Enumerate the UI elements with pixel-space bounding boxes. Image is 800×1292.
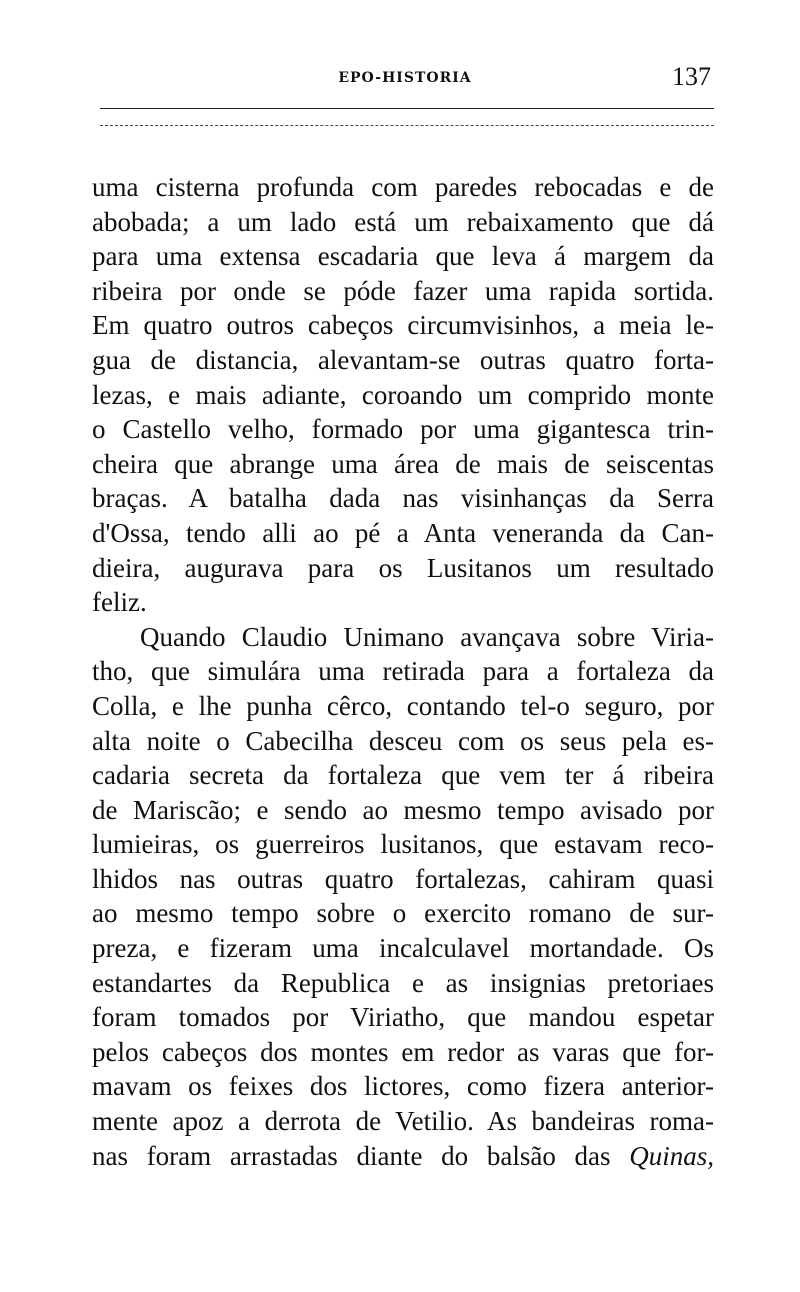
text-line-26: pelos cabeços dos montes em redor as varas que for- xyxy=(92,1036,714,1067)
text-line-14: Quando Claudio Unimano avançava sobre Viria- xyxy=(140,621,714,652)
page-number: 137 xyxy=(672,62,711,91)
page-header xyxy=(95,62,715,98)
text-line-25: foram tomados por Viriatho, que mandou espetar xyxy=(92,1002,714,1033)
text-line-8: o Castello velho, formado por uma gigantesca trin- xyxy=(92,414,714,445)
text-line-7: lezas, e mais adiante, coroando um comprido monte xyxy=(92,379,714,410)
body-text xyxy=(92,170,714,1173)
text-line-2: abobada; a um lado está um rebaixamento que dá xyxy=(92,206,714,237)
text-line-3: para uma extensa escadaria que leva á margem da xyxy=(92,241,714,272)
text-line-11: d'Ossa, tendo alli ao pé a Anta veneranda da Can- xyxy=(92,517,714,548)
text-line-17: alta noite o Cabecilha desceu com os seus pela es- xyxy=(92,725,714,756)
text-line-23: preza, e fizeram uma incalculavel mortandade. Os xyxy=(92,933,714,964)
text-line-16: Colla, e lhe punha cêrco, contando tel-o seguro, por xyxy=(92,690,714,721)
text-line-21: lhidos nas outras quatro fortalezas, cahiram quasi xyxy=(92,863,714,894)
text-line-20: lumieiras, os guerreiros lusitanos, que estavam reco- xyxy=(92,829,714,860)
text-line-19: de Mariscão; e sendo ao mesmo tempo avisado por xyxy=(92,794,714,825)
text-line-9: cheira que abrange uma área de mais de seiscentas xyxy=(92,448,714,479)
text-line-29 xyxy=(92,1139,714,1174)
final-line-italic: Quinas, xyxy=(629,1140,714,1171)
text-line-13: feliz. xyxy=(92,587,147,618)
text-line-6: gua de distancia, alevantam-se outras quatro forta- xyxy=(92,344,714,375)
text-line-10: braças. A batalha dada nas visinhanças da Serra xyxy=(92,483,714,514)
header-rule-top xyxy=(100,108,714,109)
text-line-22: ao mesmo tempo sobre o exercito romano de sur- xyxy=(92,898,714,929)
text-line-28: mente apoz a derrota de Vetilio. As bandeiras roma- xyxy=(92,1106,714,1137)
final-line-start: nas foram arrastadas diante do balsão das xyxy=(92,1140,611,1171)
text-line-24: estandartes da Republica e as insignias pretoriaes xyxy=(92,967,714,998)
text-line-1: uma cisterna profunda com paredes rebocadas e de xyxy=(92,172,714,202)
text-line-5: Em quatro outros cabeços circumvisinhos, a meia le- xyxy=(92,310,714,341)
text-line-12: dieira, augurava para os Lusitanos um resultado xyxy=(92,552,714,583)
header-rule-bottom xyxy=(100,125,714,126)
text-line-18: cadaria secreta da fortaleza que vem ter á ribeira xyxy=(92,760,714,791)
text-line-27: mavam os feixes dos lictores, como fizera anterior- xyxy=(92,1071,714,1102)
running-head: EPO-HISTORIA xyxy=(338,70,472,86)
text-line-15: tho, que simulára uma retirada para a fortaleza da xyxy=(92,656,714,687)
text-line-4: ribeira por onde se póde fazer uma rapida sortida. xyxy=(92,275,714,306)
